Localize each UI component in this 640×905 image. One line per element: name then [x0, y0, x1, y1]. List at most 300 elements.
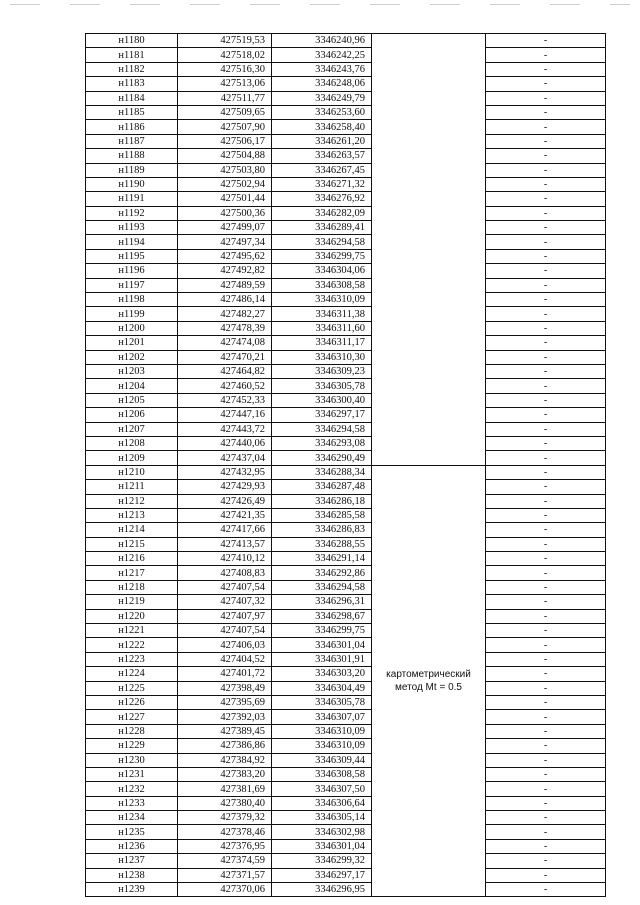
point-id-cell: н1187 [86, 134, 178, 148]
accuracy-cell: - [486, 767, 606, 781]
x-coordinate-cell: 427506,17 [178, 134, 272, 148]
x-coordinate-cell: 427509,65 [178, 105, 272, 119]
y-coordinate-cell: 3346290,49 [272, 451, 372, 465]
accuracy-cell: - [486, 336, 606, 350]
accuracy-cell: - [486, 278, 606, 292]
table-row [86, 465, 606, 479]
point-id-cell: н1223 [86, 652, 178, 666]
accuracy-cell: - [486, 609, 606, 623]
x-coordinate-cell: 427370,06 [178, 883, 272, 897]
accuracy-cell: - [486, 91, 606, 105]
x-coordinate-cell: 427378,46 [178, 825, 272, 839]
y-coordinate-cell: 3346304,06 [272, 264, 372, 278]
x-coordinate-cell: 427440,06 [178, 436, 272, 450]
y-coordinate-cell: 3346296,95 [272, 883, 372, 897]
y-coordinate-cell: 3346263,57 [272, 149, 372, 163]
accuracy-cell: - [486, 638, 606, 652]
y-coordinate-cell: 3346305,78 [272, 695, 372, 709]
accuracy-cell: - [486, 624, 606, 638]
accuracy-cell: - [486, 811, 606, 825]
accuracy-cell: - [486, 796, 606, 810]
x-coordinate-cell: 427437,04 [178, 451, 272, 465]
x-coordinate-cell: 427376,95 [178, 839, 272, 853]
table-row [86, 34, 606, 48]
x-coordinate-cell: 427519,53 [178, 34, 272, 48]
x-coordinate-cell: 427380,40 [178, 796, 272, 810]
accuracy-cell: - [486, 307, 606, 321]
x-coordinate-cell: 427460,52 [178, 379, 272, 393]
x-coordinate-cell: 427408,83 [178, 566, 272, 580]
accuracy-cell: - [486, 710, 606, 724]
table-row [86, 134, 606, 148]
y-coordinate-cell: 3346299,75 [272, 249, 372, 263]
point-id-cell: н1201 [86, 336, 178, 350]
x-coordinate-cell: 427407,32 [178, 595, 272, 609]
table-row [86, 480, 606, 494]
accuracy-cell: - [486, 408, 606, 422]
y-coordinate-cell: 3346311,17 [272, 336, 372, 350]
y-coordinate-cell: 3346303,20 [272, 667, 372, 681]
accuracy-cell: - [486, 695, 606, 709]
table-row [86, 609, 606, 623]
accuracy-cell: - [486, 393, 606, 407]
point-id-cell: н1227 [86, 710, 178, 724]
y-coordinate-cell: 3346310,09 [272, 724, 372, 738]
x-coordinate-cell: 427384,92 [178, 753, 272, 767]
x-coordinate-cell: 427432,95 [178, 465, 272, 479]
accuracy-cell: - [486, 724, 606, 738]
accuracy-cell: - [486, 77, 606, 91]
accuracy-cell: - [486, 177, 606, 191]
point-id-cell: н1234 [86, 811, 178, 825]
x-coordinate-cell: 427518,02 [178, 48, 272, 62]
table-row [86, 105, 606, 119]
y-coordinate-cell: 3346240,96 [272, 34, 372, 48]
y-coordinate-cell: 3346305,14 [272, 811, 372, 825]
point-id-cell: н1182 [86, 62, 178, 76]
accuracy-cell: - [486, 364, 606, 378]
y-coordinate-cell: 3346302,98 [272, 825, 372, 839]
point-id-cell: н1194 [86, 235, 178, 249]
y-coordinate-cell: 3346298,67 [272, 609, 372, 623]
y-coordinate-cell: 3346289,41 [272, 221, 372, 235]
point-id-cell: н1209 [86, 451, 178, 465]
table-row [86, 710, 606, 724]
method-cell [372, 465, 486, 897]
x-coordinate-cell: 427379,32 [178, 811, 272, 825]
x-coordinate-cell: 427452,33 [178, 393, 272, 407]
accuracy-cell: - [486, 782, 606, 796]
x-coordinate-cell: 427392,03 [178, 710, 272, 724]
table-row [86, 91, 606, 105]
x-coordinate-cell: 427389,45 [178, 724, 272, 738]
point-id-cell: н1237 [86, 854, 178, 868]
x-coordinate-cell: 427398,49 [178, 681, 272, 695]
point-id-cell: н1196 [86, 264, 178, 278]
point-id-cell: н1211 [86, 480, 178, 494]
accuracy-cell: - [486, 652, 606, 666]
table-row [86, 508, 606, 522]
point-id-cell: н1185 [86, 105, 178, 119]
y-coordinate-cell: 3346308,58 [272, 278, 372, 292]
accuracy-cell: - [486, 321, 606, 335]
table-row [86, 624, 606, 638]
x-coordinate-cell: 427407,97 [178, 609, 272, 623]
accuracy-cell: - [486, 206, 606, 220]
table-row [86, 782, 606, 796]
point-id-cell: н1233 [86, 796, 178, 810]
table-row [86, 695, 606, 709]
table-row [86, 552, 606, 566]
point-id-cell: н1218 [86, 580, 178, 594]
point-id-cell: н1231 [86, 767, 178, 781]
x-coordinate-cell: 427516,30 [178, 62, 272, 76]
accuracy-cell: - [486, 537, 606, 551]
x-coordinate-cell: 427406,03 [178, 638, 272, 652]
accuracy-cell: - [486, 293, 606, 307]
page-header-rule [10, 4, 630, 5]
y-coordinate-cell: 3346307,50 [272, 782, 372, 796]
accuracy-cell: - [486, 451, 606, 465]
table-row [86, 451, 606, 465]
accuracy-cell: - [486, 436, 606, 450]
point-id-cell: н1207 [86, 422, 178, 436]
y-coordinate-cell: 3346305,78 [272, 379, 372, 393]
accuracy-cell: - [486, 868, 606, 882]
accuracy-cell: - [486, 105, 606, 119]
point-id-cell: н1217 [86, 566, 178, 580]
point-id-cell: н1205 [86, 393, 178, 407]
accuracy-cell: - [486, 566, 606, 580]
table-row [86, 350, 606, 364]
accuracy-cell: - [486, 825, 606, 839]
y-coordinate-cell: 3346297,17 [272, 408, 372, 422]
y-coordinate-cell: 3346310,30 [272, 350, 372, 364]
y-coordinate-cell: 3346299,75 [272, 624, 372, 638]
table-row [86, 681, 606, 695]
accuracy-cell: - [486, 249, 606, 263]
x-coordinate-cell: 427474,08 [178, 336, 272, 350]
y-coordinate-cell: 3346253,60 [272, 105, 372, 119]
table-row [86, 566, 606, 580]
table-row [86, 264, 606, 278]
table-row [86, 379, 606, 393]
point-id-cell: н1206 [86, 408, 178, 422]
point-id-cell: н1236 [86, 839, 178, 853]
x-coordinate-cell: 427513,06 [178, 77, 272, 91]
point-id-cell: н1197 [86, 278, 178, 292]
table-row [86, 364, 606, 378]
y-coordinate-cell: 3346311,38 [272, 307, 372, 321]
accuracy-cell: - [486, 422, 606, 436]
point-id-cell: н1191 [86, 192, 178, 206]
x-coordinate-cell: 427503,80 [178, 163, 272, 177]
y-coordinate-cell: 3346300,40 [272, 393, 372, 407]
table-row [86, 278, 606, 292]
table-row [86, 580, 606, 594]
y-coordinate-cell: 3346301,91 [272, 652, 372, 666]
y-coordinate-cell: 3346308,58 [272, 767, 372, 781]
method-text-line1: картометрический [386, 669, 471, 681]
accuracy-cell: - [486, 163, 606, 177]
table-row [86, 293, 606, 307]
table-row [86, 163, 606, 177]
table-row [86, 739, 606, 753]
accuracy-cell: - [486, 839, 606, 853]
accuracy-cell: - [486, 465, 606, 479]
y-coordinate-cell: 3346291,14 [272, 552, 372, 566]
y-coordinate-cell: 3346304,49 [272, 681, 372, 695]
x-coordinate-cell: 427500,36 [178, 206, 272, 220]
accuracy-cell: - [486, 34, 606, 48]
coordinates-table-body [86, 34, 606, 897]
table-row [86, 336, 606, 350]
x-coordinate-cell: 427429,93 [178, 480, 272, 494]
table-row [86, 177, 606, 191]
y-coordinate-cell: 3346261,20 [272, 134, 372, 148]
x-coordinate-cell: 427495,62 [178, 249, 272, 263]
y-coordinate-cell: 3346248,06 [272, 77, 372, 91]
x-coordinate-cell: 427371,57 [178, 868, 272, 882]
point-id-cell: н1184 [86, 91, 178, 105]
point-id-cell: н1221 [86, 624, 178, 638]
point-id-cell: н1228 [86, 724, 178, 738]
point-id-cell: н1195 [86, 249, 178, 263]
point-id-cell: н1202 [86, 350, 178, 364]
table-row [86, 235, 606, 249]
accuracy-cell: - [486, 580, 606, 594]
table-row [86, 883, 606, 897]
y-coordinate-cell: 3346309,23 [272, 364, 372, 378]
table-row [86, 321, 606, 335]
x-coordinate-cell: 427497,34 [178, 235, 272, 249]
y-coordinate-cell: 3346311,60 [272, 321, 372, 335]
table-row [86, 408, 606, 422]
accuracy-cell: - [486, 667, 606, 681]
y-coordinate-cell: 3346294,58 [272, 580, 372, 594]
point-id-cell: н1238 [86, 868, 178, 882]
table-row [86, 854, 606, 868]
accuracy-cell: - [486, 595, 606, 609]
table-row [86, 192, 606, 206]
table-row [86, 436, 606, 450]
x-coordinate-cell: 427443,72 [178, 422, 272, 436]
point-id-cell: н1193 [86, 221, 178, 235]
table-row [86, 523, 606, 537]
point-id-cell: н1229 [86, 739, 178, 753]
y-coordinate-cell: 3346309,44 [272, 753, 372, 767]
x-coordinate-cell: 427417,66 [178, 523, 272, 537]
x-coordinate-cell: 427381,69 [178, 782, 272, 796]
point-id-cell: н1190 [86, 177, 178, 191]
y-coordinate-cell: 3346243,76 [272, 62, 372, 76]
y-coordinate-cell: 3346258,40 [272, 120, 372, 134]
table-row [86, 422, 606, 436]
x-coordinate-cell: 427486,14 [178, 293, 272, 307]
y-coordinate-cell: 3346301,04 [272, 839, 372, 853]
table-row [86, 494, 606, 508]
y-coordinate-cell: 3346296,31 [272, 595, 372, 609]
point-id-cell: н1200 [86, 321, 178, 335]
accuracy-cell: - [486, 221, 606, 235]
point-id-cell: н1199 [86, 307, 178, 321]
accuracy-cell: - [486, 883, 606, 897]
x-coordinate-cell: 427502,94 [178, 177, 272, 191]
x-coordinate-cell: 427478,39 [178, 321, 272, 335]
x-coordinate-cell: 427492,82 [178, 264, 272, 278]
table-row [86, 62, 606, 76]
table-row [86, 120, 606, 134]
table-row [86, 221, 606, 235]
method-text-line2: метод Mt = 0.5 [395, 682, 462, 694]
table-row [86, 206, 606, 220]
point-id-cell: н1188 [86, 149, 178, 163]
accuracy-cell: - [486, 681, 606, 695]
accuracy-cell: - [486, 739, 606, 753]
table-row [86, 796, 606, 810]
x-coordinate-cell: 427470,21 [178, 350, 272, 364]
y-coordinate-cell: 3346285,58 [272, 508, 372, 522]
point-id-cell: н1219 [86, 595, 178, 609]
x-coordinate-cell: 427511,77 [178, 91, 272, 105]
point-id-cell: н1203 [86, 364, 178, 378]
accuracy-cell: - [486, 508, 606, 522]
table-row [86, 537, 606, 551]
x-coordinate-cell: 427404,52 [178, 652, 272, 666]
point-id-cell: н1180 [86, 34, 178, 48]
point-id-cell: н1222 [86, 638, 178, 652]
y-coordinate-cell: 3346294,58 [272, 422, 372, 436]
table-row [86, 767, 606, 781]
x-coordinate-cell: 427410,12 [178, 552, 272, 566]
y-coordinate-cell: 3346271,32 [272, 177, 372, 191]
x-coordinate-cell: 427447,16 [178, 408, 272, 422]
accuracy-cell: - [486, 192, 606, 206]
point-id-cell: н1224 [86, 667, 178, 681]
y-coordinate-cell: 3346267,45 [272, 163, 372, 177]
accuracy-cell: - [486, 379, 606, 393]
x-coordinate-cell: 427501,44 [178, 192, 272, 206]
x-coordinate-cell: 427386,86 [178, 739, 272, 753]
point-id-cell: н1225 [86, 681, 178, 695]
x-coordinate-cell: 427395,69 [178, 695, 272, 709]
point-id-cell: н1210 [86, 465, 178, 479]
accuracy-cell: - [486, 149, 606, 163]
y-coordinate-cell: 3346288,55 [272, 537, 372, 551]
x-coordinate-cell: 427507,90 [178, 120, 272, 134]
point-id-cell: н1181 [86, 48, 178, 62]
accuracy-cell: - [486, 235, 606, 249]
x-coordinate-cell: 427374,59 [178, 854, 272, 868]
accuracy-cell: - [486, 48, 606, 62]
y-coordinate-cell: 3346307,07 [272, 710, 372, 724]
y-coordinate-cell: 3346276,92 [272, 192, 372, 206]
x-coordinate-cell: 427464,82 [178, 364, 272, 378]
accuracy-cell: - [486, 134, 606, 148]
table-row [86, 667, 606, 681]
table-row [86, 868, 606, 882]
y-coordinate-cell: 3346249,79 [272, 91, 372, 105]
table-row [86, 724, 606, 738]
x-coordinate-cell: 427489,59 [178, 278, 272, 292]
x-coordinate-cell: 427499,07 [178, 221, 272, 235]
point-id-cell: н1189 [86, 163, 178, 177]
table-row [86, 811, 606, 825]
point-id-cell: н1235 [86, 825, 178, 839]
y-coordinate-cell: 3346299,32 [272, 854, 372, 868]
point-id-cell: н1214 [86, 523, 178, 537]
y-coordinate-cell: 3346282,09 [272, 206, 372, 220]
x-coordinate-cell: 427407,54 [178, 624, 272, 638]
table-row [86, 638, 606, 652]
point-id-cell: н1232 [86, 782, 178, 796]
y-coordinate-cell: 3346301,04 [272, 638, 372, 652]
point-id-cell: н1230 [86, 753, 178, 767]
point-id-cell: н1186 [86, 120, 178, 134]
x-coordinate-cell: 427421,35 [178, 508, 272, 522]
point-id-cell: н1220 [86, 609, 178, 623]
x-coordinate-cell: 427383,20 [178, 767, 272, 781]
y-coordinate-cell: 3346297,17 [272, 868, 372, 882]
accuracy-cell: - [486, 753, 606, 767]
y-coordinate-cell: 3346306,64 [272, 796, 372, 810]
x-coordinate-cell: 427482,27 [178, 307, 272, 321]
point-id-cell: н1183 [86, 77, 178, 91]
y-coordinate-cell: 3346286,18 [272, 494, 372, 508]
point-id-cell: н1208 [86, 436, 178, 450]
table-row [86, 249, 606, 263]
table-row [86, 393, 606, 407]
method-cell-empty [372, 34, 486, 466]
x-coordinate-cell: 427413,57 [178, 537, 272, 551]
point-id-cell: н1215 [86, 537, 178, 551]
y-coordinate-cell: 3346286,83 [272, 523, 372, 537]
y-coordinate-cell: 3346287,48 [272, 480, 372, 494]
y-coordinate-cell: 3346292,86 [272, 566, 372, 580]
accuracy-cell: - [486, 552, 606, 566]
coordinates-table [85, 33, 606, 897]
y-coordinate-cell: 3346288,34 [272, 465, 372, 479]
accuracy-cell: - [486, 350, 606, 364]
point-id-cell: н1226 [86, 695, 178, 709]
accuracy-cell: - [486, 523, 606, 537]
y-coordinate-cell: 3346242,25 [272, 48, 372, 62]
point-id-cell: н1213 [86, 508, 178, 522]
y-coordinate-cell: 3346310,09 [272, 293, 372, 307]
table-row [86, 825, 606, 839]
y-coordinate-cell: 3346310,09 [272, 739, 372, 753]
table-row [86, 307, 606, 321]
y-coordinate-cell: 3346293,08 [272, 436, 372, 450]
point-id-cell: н1216 [86, 552, 178, 566]
table-row [86, 652, 606, 666]
point-id-cell: н1204 [86, 379, 178, 393]
x-coordinate-cell: 427407,54 [178, 580, 272, 594]
table-row [86, 149, 606, 163]
accuracy-cell: - [486, 854, 606, 868]
table-row [86, 48, 606, 62]
y-coordinate-cell: 3346294,58 [272, 235, 372, 249]
accuracy-cell: - [486, 264, 606, 278]
x-coordinate-cell: 427504,88 [178, 149, 272, 163]
x-coordinate-cell: 427401,72 [178, 667, 272, 681]
accuracy-cell: - [486, 480, 606, 494]
accuracy-cell: - [486, 120, 606, 134]
x-coordinate-cell: 427426,49 [178, 494, 272, 508]
point-id-cell: н1239 [86, 883, 178, 897]
accuracy-cell: - [486, 494, 606, 508]
point-id-cell: н1198 [86, 293, 178, 307]
